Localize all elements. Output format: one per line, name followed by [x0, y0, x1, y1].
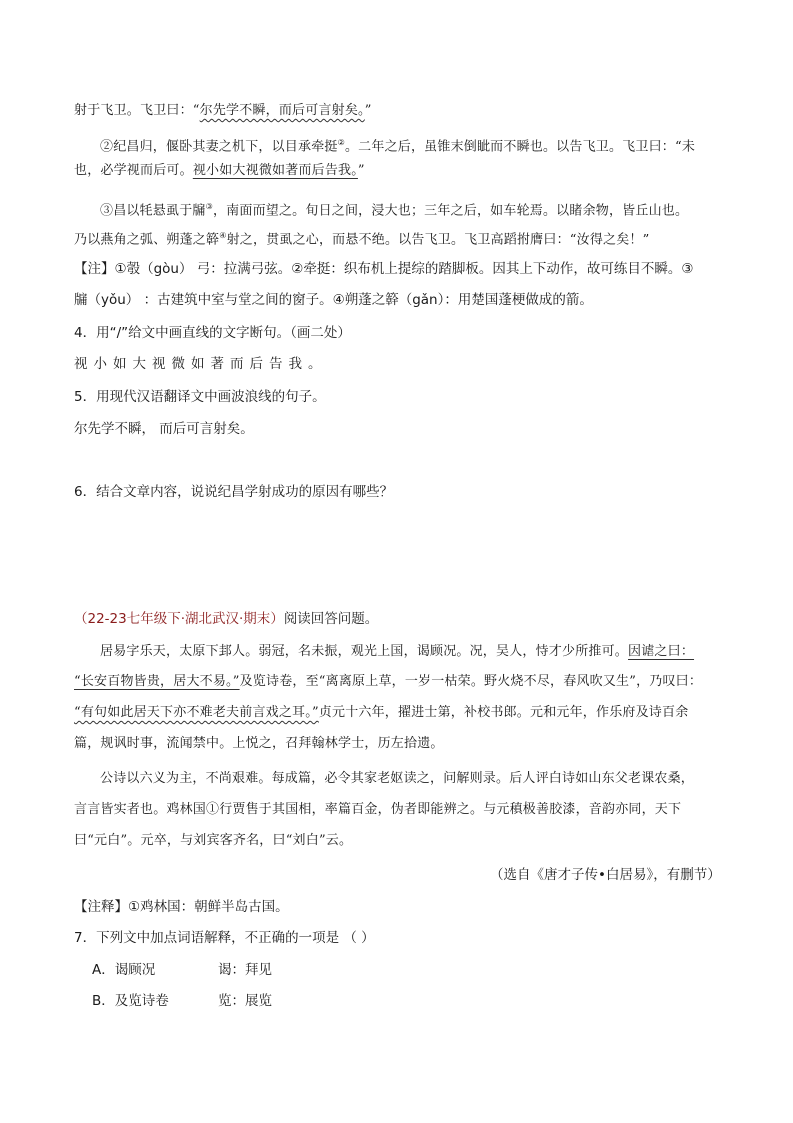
option-a-gloss: 谒：拜见	[218, 962, 272, 978]
passage1-para2-line1	[100, 132, 695, 158]
passage1-para3-line2	[74, 225, 649, 251]
passage1-text: ，南面而望之。旬日之间，浸大也；三年之后，如车轮焉。以睹余物，皆丘山也。	[212, 203, 689, 219]
passage1-para2-line2	[74, 160, 365, 182]
underlined-sentence: “长安百物皆贵，居大不易。”	[74, 674, 240, 689]
section2-para1-line3	[74, 702, 688, 724]
question-6: 6．结合文章内容，说说纪昌学射成功的原因有哪些？	[74, 484, 394, 500]
question-5-text: 尔先学不瞬， 而后可言射矣。	[74, 421, 254, 437]
passage1-text: ”	[364, 103, 372, 118]
question-4: 4．用“/”给文中画直线的文字断句。（画二处）	[74, 325, 351, 341]
wavy-underlined-sentence: “有句如此居天下亦不难老夫前言戏之耳。”	[74, 705, 319, 720]
passage1-text: 。二年之后，虽锥末倒眦而不瞬也。以告飞卫。飞卫曰：“未	[344, 139, 696, 155]
passage1-text: ”	[357, 163, 365, 178]
footnote-marker: ④	[219, 231, 227, 240]
notes2-line1: 【注释】①鸡林国：朝鲜半岛古国。	[74, 899, 289, 915]
question-5: 5．用现代汉语翻译文中画波浪线的句子。	[74, 389, 326, 405]
question-7: 7．下列文中加点词语解释，不正确的一项是 （ ）	[74, 930, 375, 946]
source-tag: 22-23七年级下·湖北武汉·期末	[87, 611, 271, 627]
question-4-text: 视小如大视微如著而后告我。	[74, 356, 328, 372]
passage1-text: 乃以燕角之弧、朔蓬之簳	[74, 232, 220, 248]
section2-para2-line1: 公诗以六义为主，不尚艰难。每成篇，必令其家老妪读之，问解则录。后人评白诗如山东父老课农桑，	[100, 771, 695, 786]
underlined-sentence: 因谑之曰：	[628, 644, 695, 659]
section2-header	[74, 608, 378, 630]
passage1-text: 射之，贯虱之心，而悬不绝。以告飞卫。飞卫高蹈拊膺曰：“汝得之矣！”	[226, 232, 650, 248]
section2-para2-line2: 言言皆实者也。鸡林国①行贾售于其国相，率篇百金，伪者即能辨之。与元稹极善胶漆，音韵亦同，天下	[74, 802, 682, 817]
citation: （选自《唐才子传•白居易》，有删节）	[490, 867, 721, 883]
option-b-label: B．及览诗卷	[92, 993, 169, 1009]
section2-para1-line1	[100, 641, 694, 663]
passage2-text: 居易字乐天，太原下邽人。弱冠，名未振，观光上国，谒顾况。况，吴人，恃才少所推可。	[100, 644, 629, 659]
section2-para1-line2	[74, 671, 702, 693]
source-bracket: （	[74, 611, 88, 627]
passage2-text: 贞元十六年，擢进士第，补校书郎。元和元年，作乐府及诗百余	[318, 705, 689, 720]
passage1-text: 也，必学视而后可。	[74, 163, 193, 178]
passage1-text: 射于飞卫。飞卫曰：“	[74, 103, 200, 118]
notes1-line2: 牖（yǒu） ：古建筑中室与堂之间的窗子。④朔蓬之簳（gǎn）：用楚国蓬梗做成的箭。	[74, 292, 593, 308]
option-b-gloss: 览：展览	[218, 993, 272, 1009]
straight-underlined-sentence: 视小如大视微如著而后告我。	[192, 163, 358, 178]
section2-instruction: 阅读回答问题。	[283, 611, 379, 627]
option-a-label: A．谒顾况	[92, 962, 156, 978]
passage1-para3-line1	[100, 196, 688, 222]
option-b	[92, 990, 272, 1012]
footnote-marker: ③	[205, 202, 213, 211]
notes1-line1: 【注】①彀（gòu） 弓：拉满弓弦。②牵挺：织布机上提综的踏脚板。因其上下动作，故可练目不瞬。③	[74, 261, 694, 277]
passage1-text: ③昌以牦悬虱于牖	[100, 203, 206, 219]
passage2-text: 及览诗卷，至“离离原上草，一岁一枯荣。野火烧不尽，春风吹又生”，乃叹曰：	[239, 674, 703, 689]
section2-para1-line4: 篇，规讽时事，流闻禁中。上悦之，召拜翰林学士，历左拾遗。	[74, 736, 444, 751]
option-a	[92, 959, 272, 981]
passage1-line1	[74, 100, 372, 122]
section2-para2-line3: 曰“元白”。元卒，与刘宾客齐名，曰“刘白”云。	[74, 833, 353, 848]
source-bracket: ）	[270, 611, 284, 627]
wavy-underlined-sentence: 尔先学不瞬，而后可言射矣。	[199, 103, 365, 118]
passage1-text: ②纪昌归，偃卧其妻之机下，以目承牵挺	[100, 139, 338, 155]
footnote-marker: ②	[337, 138, 345, 147]
